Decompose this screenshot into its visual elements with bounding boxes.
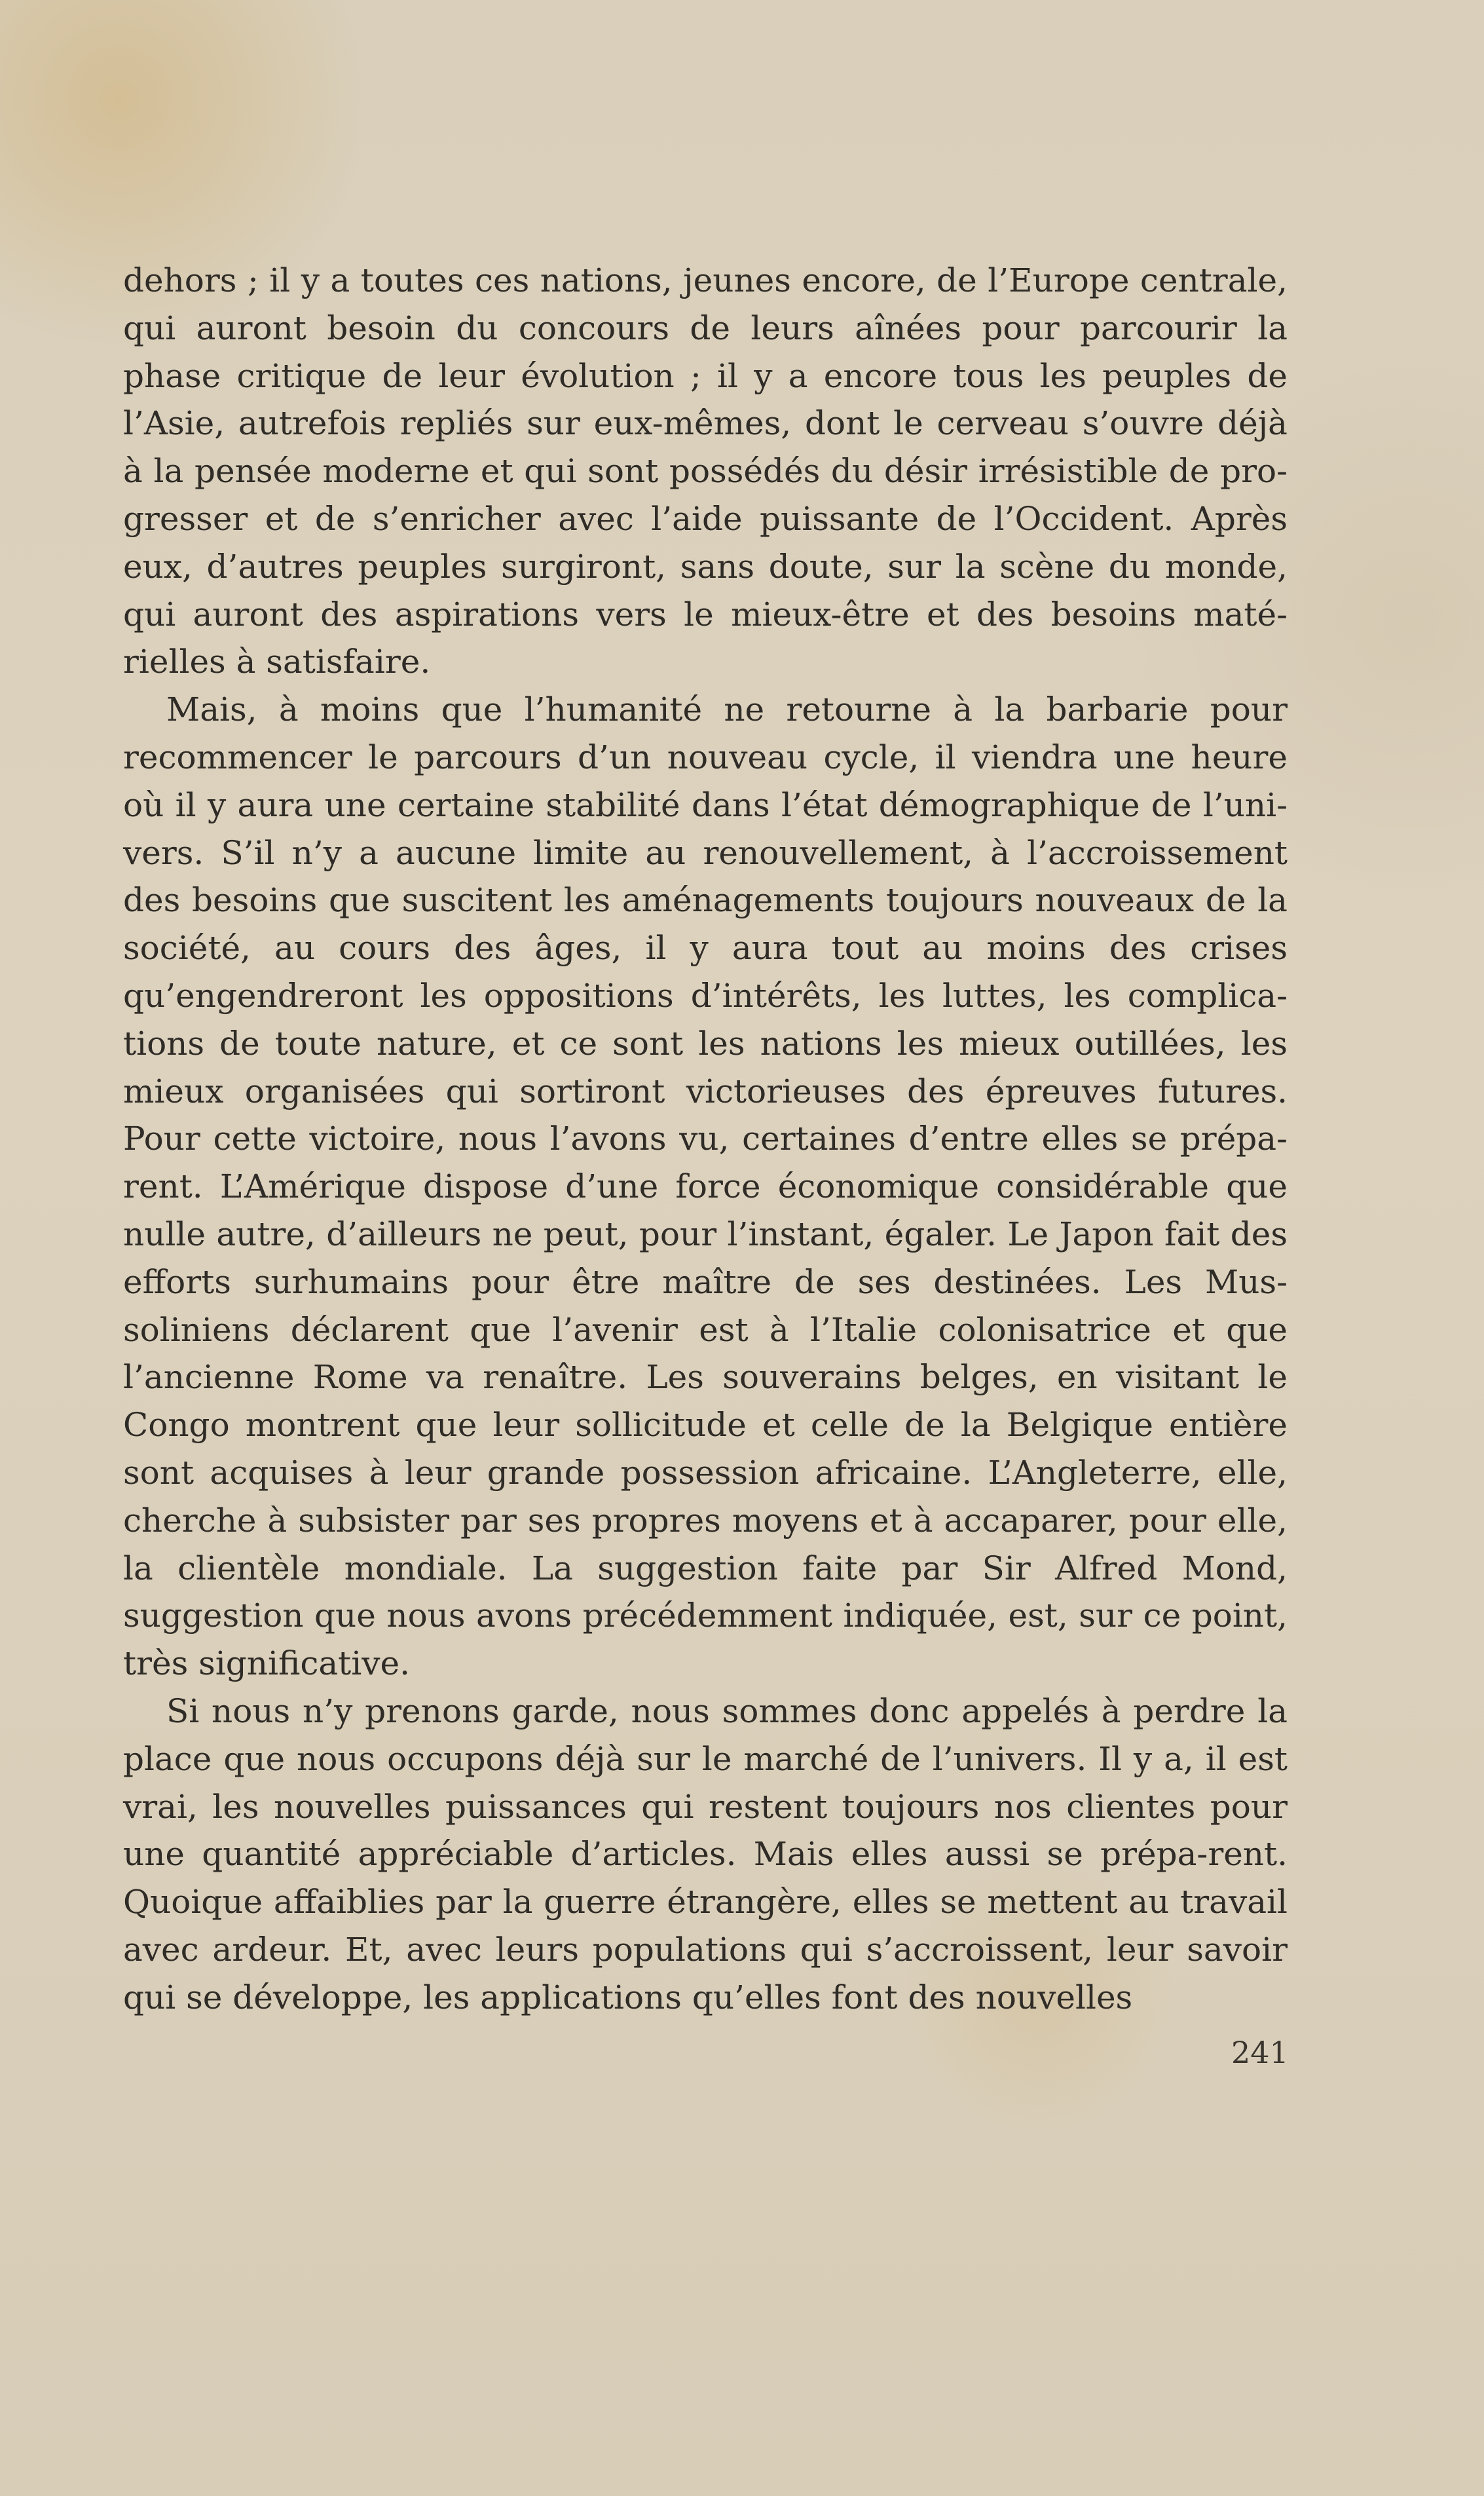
body-text — [123, 257, 1288, 2021]
paragraph-2: Mais, à moins que l’humanité ne retourne à la barbarie pour recommencer le parcours d’un nouveau cycle, il viendra une heure où il y aura une certaine stabilité dans l’état démographique de l’uni-vers. S’il n’y a aucune limite au renouvellement, à l’accroissement des besoins que suscitent les aménagements toujours nouveaux de la société, au cours des âges, il y aura tout au moins des crises qu’engendreront les oppositions d’intérêts, les luttes, les complica-tions de toute nature, et ce sont les nations les mieux outillées, les mieux organisées qui sortiront victorieuses des épreuves futures. Pour cette victoire, nous l’avons vu, certaines d’entre elles se prépa-rent. L’Amérique dispose d’une force économique considérable que nulle autre, d’ailleurs ne peut, pour l’instant, égaler. Le Japon fait des efforts surhumains pour être maître de ses destinées. Les Mus-soliniens déclarent que l’avenir est à l’Italie colonisatrice et que l’ancienne Rome va renaître. Les souverains belges, en visitant le Congo montrent que leur sollicitude et celle de la Belgique entière sont acquises à leur grande possession africaine. L’Angleterre, elle, cherche à subsister par ses propres moyens et à accaparer, pour elle, la clientèle mondiale. La suggestion faite par Sir Alfred Mond, suggestion que nous avons précédemment indiquée, est, sur ce point, très significative. — [123, 690, 1288, 1683]
page-number: 241 — [1231, 2035, 1289, 2070]
paragraph-3: Si nous n’y prenons garde, nous sommes donc appelés à perdre la place que nous occupons déjà sur le marché de l’univers. Il y a, il est vrai, les nouvelles puissances qui restent toujours nos clientes pour une quantité appréciable d’articles. Mais elles aussi se prépa-rent. Quoique affaiblies par la guerre étrangère, elles se mettent au travail avec ardeur. Et, avec leurs populations qui s’accroissent, leur savoir qui se développe, les applications qu’elles font des nouvelles — [123, 1692, 1288, 2016]
paragraph-1: dehors ; il y a toutes ces nations, jeunes encore, de l’Europe centrale, qui auront besoin du concours de leurs aînées pour parcourir la phase critique de leur évolution ; il y a encore tous les peuples de l’Asie, autrefois repliés sur eux-mêmes, dont le cerveau s’ouvre déjà à la pensée moderne et qui sont possédés du désir irrésistible de pro-gresser et de s’enricher avec l’aide puissante de l’Occident. Après eux, d’autres peuples surgiront, sans doute, sur la scène du monde, qui auront des aspirations vers le mieux-être et des besoins maté-rielles à satisfaire. — [123, 261, 1288, 681]
